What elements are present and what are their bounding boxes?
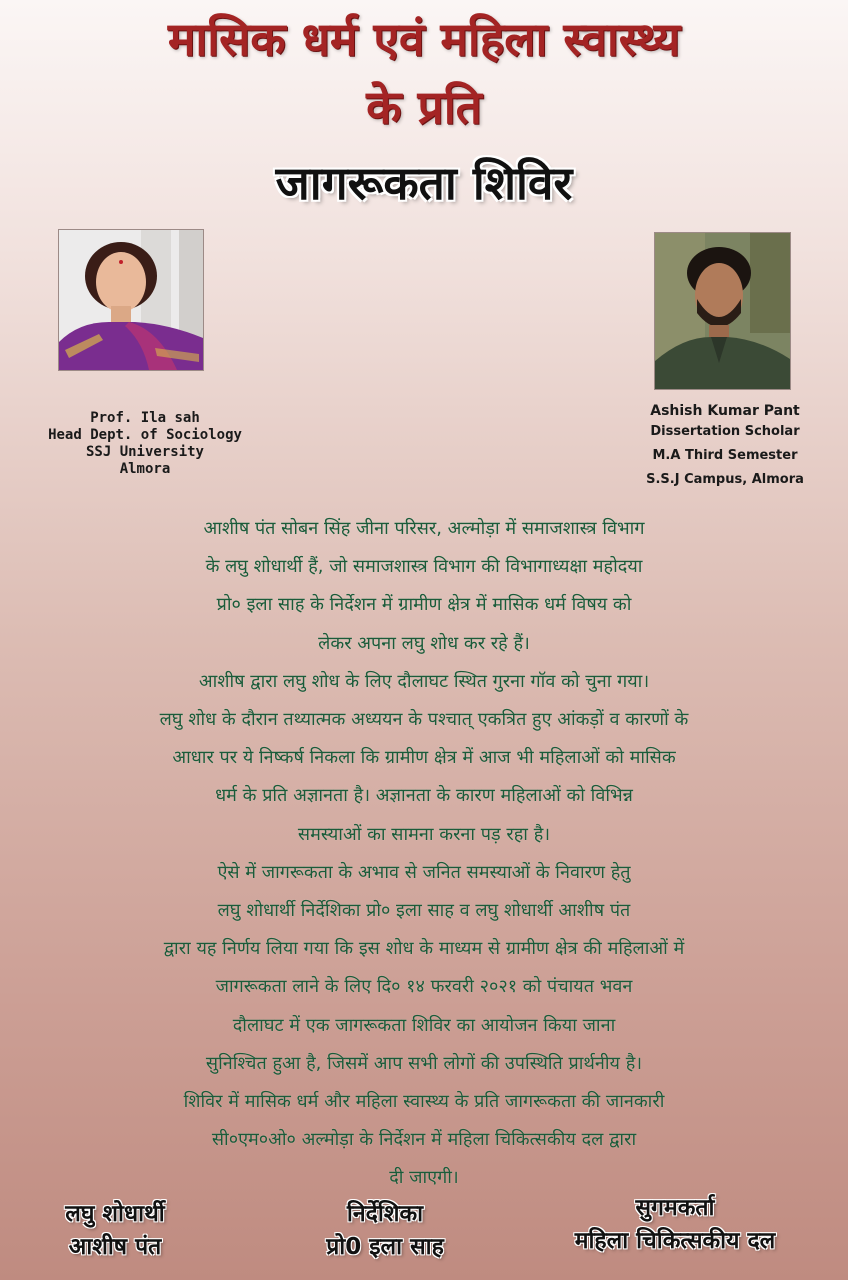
scholar-photo	[654, 232, 791, 390]
footer-guide-title: निर्देशिका	[346, 1201, 424, 1227]
body-line: जागरूकता लाने के लिए दि० १४ फरवरी २०२१ को पंचायत भवन	[215, 976, 633, 998]
footer-guide-name: प्रो0 इला साह	[326, 1234, 444, 1260]
scholar-course: M.A Third Semester	[652, 448, 798, 463]
body-line: सुनिश्चित हुआ है, जिसमें आप सभी लोगों की उपस्थिति प्रार्थनीय है।	[205, 1052, 643, 1074]
body-line: प्रो० इला साह के निर्देशन में ग्रामीण क्षेत्र में मासिक धर्म विषय को	[216, 594, 632, 616]
body-line: लघु शोध के दौरान तथ्यात्मक अध्ययन के पश्चात् एकत्रित हुए आंकड़ों व कारणों के	[159, 709, 689, 731]
scholar-caption	[620, 402, 830, 492]
professor-name: Prof. Ila sah	[90, 410, 200, 426]
body-line: द्वारा यह निर्णय लिया गया कि इस शोध के माध्यम से ग्रामीण क्षेत्र की महिलाओं में	[163, 938, 685, 960]
body-line: दी जाएगी।	[389, 1167, 459, 1189]
scholar-role: Dissertation Scholar	[650, 424, 800, 439]
professor-caption	[20, 410, 270, 478]
body-line: आधार पर ये निष्कर्ष निकला कि ग्रामीण क्षेत्र में आज भी महिलाओं को मासिक	[172, 747, 676, 769]
footer-guide	[290, 1198, 480, 1264]
professor-photo	[58, 229, 204, 371]
footer-scholar-name: आशीष पंत	[68, 1234, 162, 1260]
professor-institution: SSJ University	[85, 444, 204, 460]
body-line: सी०एम०ओ० अल्मोड़ा के निर्देशन में महिला चिकित्सकीय दल द्वारा	[211, 1129, 637, 1151]
invitation-body	[20, 510, 828, 1198]
body-line: शिविर में मासिक धर्म और महिला स्वास्थ्य के प्रति जागरूकता की जानकारी	[183, 1091, 665, 1113]
professor-role: Head Dept. of Sociology	[48, 427, 242, 443]
professor-location: Almora	[119, 461, 171, 477]
poster-title-line2: के प्रति	[366, 80, 482, 134]
body-line: धर्म के प्रति अज्ञानता है। अज्ञानता के कारण महिलाओं को विभिन्न	[215, 785, 633, 807]
poster-title-line1: मासिक धर्म एवं महिला स्वास्थ्य	[167, 12, 681, 66]
body-line: आशीष पंत सोबन सिंह जीना परिसर, अल्मोड़ा में समाजशास्त्र विभाग	[203, 518, 645, 539]
body-line: के लघु शोधार्थी हैं, जो समाजशास्त्र विभाग की विभागाध्यक्षा महोदया	[205, 556, 643, 578]
body-line: लघु शोधार्थी निर्देशिका प्रो० इला साह व लघु शोधार्थी आशीष पंत	[217, 900, 631, 922]
poster-title-camp: जागरूकता शिविर	[275, 156, 573, 210]
footer-scholar-title: लघु शोधार्थी	[65, 1201, 165, 1227]
body-line: समस्याओं का सामना करना पड़ रहा है।	[297, 823, 551, 845]
body-line: लेकर अपना लघु शोध कर रहे हैं।	[318, 632, 530, 654]
footer-scholar	[20, 1198, 210, 1264]
body-line: आशीष द्वारा लघु शोध के लिए दौलाघट स्थित गुरना गॉव को चुना गया।	[198, 670, 650, 692]
scholar-name: Ashish Kumar Pant	[650, 403, 800, 419]
scholar-campus: S.S.J Campus, Almora	[646, 472, 804, 487]
body-line: ऐसे में जागरूकता के अभाव से जनित समस्याओं के निवारण हेतु	[217, 861, 631, 883]
footer-facilitator-name: महिला चिकित्सकीय दल	[574, 1228, 776, 1254]
footer-facilitator	[515, 1192, 835, 1258]
body-line: दौलाघट में एक जागरूकता शिविर का आयोजन किया जाना	[232, 1014, 616, 1036]
footer-facilitator-title: सुगमकर्ता	[635, 1195, 715, 1221]
